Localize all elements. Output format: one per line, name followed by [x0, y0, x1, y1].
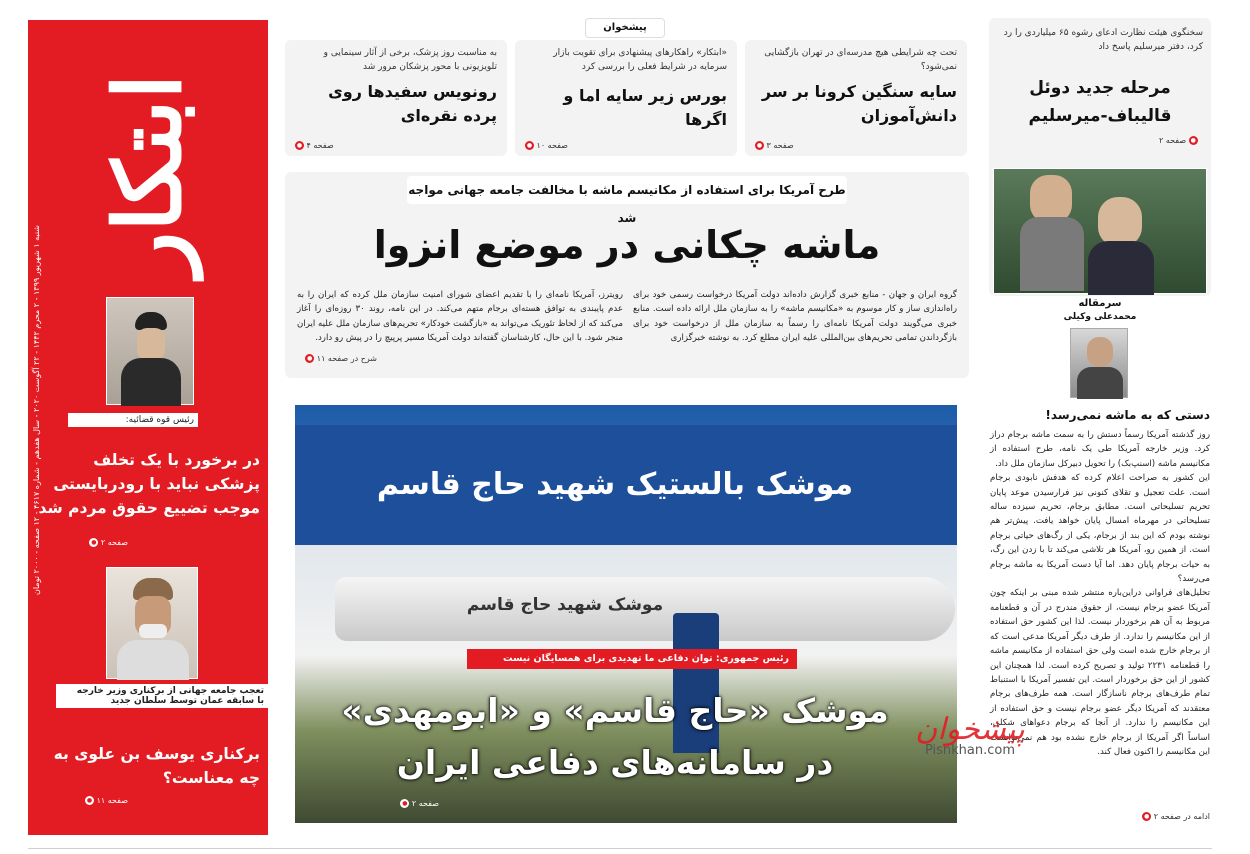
lead-col-right: گروه ایران و جهان - منابع خبری گزارش داده‌اند دولت آمریکا درخواست رسمی خود برای راه‌اندازی ساز و کار موسوم به «مکانیسم ماشه» را به سازمان ملل ارائه داده است. منابع خبری می‌گویند دولت آمریکا نامه‌ای را رسماً به سازمان ملل از درخواست خود برای بازگرداندن تمامی تحریم‌های بین‌المللی علیه ایران مطلع کرد. به نوشته خبرگزاری [633, 290, 957, 344]
watermark-fa: پیشخوان [915, 712, 1025, 747]
preview-item-1[interactable] [745, 40, 967, 156]
preview-headline: سایه سنگین کرونا بر سر دانش‌آموزان [761, 82, 957, 125]
page-dot-icon: ● [402, 800, 408, 807]
page-dot-icon: ● [86, 797, 93, 804]
lead-kicker: طرح آمریکا برای استفاده از مکانیسم ماشه با مخالفت جامعه جهانی مواجه شد [407, 176, 847, 204]
preview-page-ref: صفحه ۱۰ ● [526, 141, 568, 150]
preview-kicker: تحت چه شرایطی هیچ مدرسه‌ای در تهران بازگشایی نمی‌شود؟ [764, 48, 957, 72]
newspaper-logo [88, 45, 208, 305]
right-top-headline[interactable]: مرحله جدید دوئل قالیباف-میرسلیم [1028, 78, 1172, 126]
preview-page-ref: صفحه ۳ ● [756, 141, 794, 150]
page-dot-icon: ● [526, 142, 533, 149]
right-top-story [989, 18, 1211, 296]
photo-page-ref[interactable]: صفحه ۲ ● [402, 799, 439, 808]
preview-headline: رونویس سفیدها روی پرده نقره‌ای [328, 82, 497, 125]
qalibaf-mirsalim-photo [993, 168, 1207, 294]
page-dot-icon: ● [1144, 813, 1150, 820]
item1-headline[interactable]: در برخورد با یک تخلف پزشکی نباید با رودربایستی موجب تضییع حقوق مردم شد [38, 451, 260, 517]
logo-text: ابتکار [94, 73, 202, 277]
editorial-author: محمدعلی وکیلی [1063, 312, 1137, 322]
photo-headline-1[interactable]: موشک «حاج قاسم» و «ابومهدی» [341, 691, 889, 730]
judiciary-chief-photo [106, 297, 194, 405]
page-dot-icon: ● [307, 355, 313, 362]
dateline: شنبه ۱ شهریور ۱۳۹۹ - ۲ محرم ۱۴۴۲ - ۲۲ آگوست ۲۰۲۰ - سال هفدهم - شماره ۴۶۱۷ - ۱۲ صفحه - ۲۰۰۰ تومان [32, 225, 41, 596]
masthead-panel [4, 20, 268, 835]
preview-headline: بورس زیر سایه اما و اگرها [563, 86, 727, 129]
bottom-rule [28, 848, 1212, 849]
photo-headline-2[interactable]: در سامانه‌های دفاعی ایران [396, 743, 834, 782]
item2-page-ref[interactable]: صفحه ۱۱ ● [86, 796, 128, 805]
page-dot-icon: ● [91, 539, 97, 546]
item2-headline[interactable]: برکناری یوسف بن علوی به چه معناست؟ [53, 745, 260, 787]
editorial-body [990, 428, 1210, 759]
editorial-paragraph: روز گذشته آمریکا رسماً دستش را به سمت ماشه برجام دراز کرد. وزیر خارجه آمریکا طی یک نامه، طرح استفاده از مکانیسم ماشه (اسنپ‌بک) را تحویل دبیرکل سازمان ملل داد. [990, 430, 1210, 469]
page-dot-icon: ● [756, 142, 763, 149]
main-photo [295, 405, 957, 823]
right-top-kicker: سخنگوی هیئت نظارت ادعای رشوه ۶۵ میلیاردی را رد کرد، دفتر میرسلیم پاسخ داد [1003, 28, 1203, 52]
preview-kicker: «ابتکار» راهکارهای پیشنهادی برای تقویت بازار سرمایه در شرایط فعلی را بررسی کرد [553, 48, 727, 72]
item1-caption: رئیس قوه قضائیه: [68, 413, 198, 427]
page-dot-icon: ● [296, 142, 303, 149]
tagline: روزنامه صبح ایران [4, 25, 17, 110]
editorial-paragraph: این کشور به صراحت اعلام کرده که هدفش نابودی برجام است. علت تعجیل و تقلای کنونی نیز فرارسیدن موعد پایان تحریم تسلیحاتی است. مطابق برجام، تحریم سیزده ساله تسلیحاتی در مهرماه امسال پایان خواهد یافت. پیش‌تر هم نوشته بودم که این بند از برجام، یکی از رگ‌های حیاتی برجام است. از همین رو، آمریکا هر تلاشی می‌کند تا با زدن این رگ، به حیات برجام پایان دهد. اما آیا دست آمریکا به ماشه برجام می‌رسد؟ [990, 473, 1210, 585]
preview-page-ref: صفحه ۴ ● [296, 141, 334, 150]
lead-more-link[interactable]: شرح در صفحه ۱۱ ● [307, 354, 377, 363]
item2-caption-box [56, 684, 268, 708]
right-top-page-ref[interactable]: صفحه ۲ ● [1159, 136, 1196, 145]
missile-label: موشک شهید حاج قاسم [466, 595, 664, 615]
page-dot-icon: ● [1190, 137, 1196, 144]
author-photo [1070, 328, 1128, 398]
preview-kicker: به مناسبت روز پزشک، برخی از آثار سینمایی و تلویزیونی با محور پزشکان مرور شد [323, 48, 497, 72]
bin-alawi-photo [106, 567, 198, 679]
banner-text: موشک بالستیک شهید حاج قاسم [376, 467, 854, 502]
editorial-label: سرمقاله [1078, 298, 1122, 309]
editorial-paragraph: تحلیل‌های فراوانی دراین‌باره منتشر شده مبنی بر اینکه چون آمریکا عضو برجام نیست، از حقوق مندرج در آن و قطعنامه مربوط به آن هم برخوردار نیست. لذا این کشور حق استفاده از این مکانیسم را ندارد. از طرف دیگر آمریکا مدعی است که از برجام خارج شده است ولی حق استفاده از مکانیسم ماشه را قطعنامه ۲۲۳۱ تولید و تصریح کرده است. لذا همچنان این کشور از این حق برخوردار است. این تفسیر آمریکا با استنباط تمام طرف‌های برجام ناسازگار است. همه طرف‌های برجام معتقدند که آمریکا دیگر عضو برجام نیست و حق استفاده از این مکانیسم را ندارد. از آنجا که برجام دعواهای شکلی، اساساً اگر آمریکا از برجام خارج نشده بود هم نمی‌توانست این مکانیسم را اکنون فعال کند. [990, 588, 1210, 757]
lead-story [285, 172, 969, 378]
preview-label: پیشخوان [585, 18, 665, 38]
watermark [905, 712, 1035, 758]
item2-caption2: با سابقه عمان توسط سلطان جدید [110, 696, 264, 706]
lead-col-mid: رویترز، آمریکا نامه‌ای را با تقدیم اعضای شورای امنیت سازمان ملل کرده که ایران را به عدم پایبندی به توافق هسته‌ای برجام متهم می‌کند. در این نامه، روند ۳۰ روزه‌ای را آغاز می‌کند که از لحاظ تئوریک می‌تواند به «بازگشت خودکار» تحریم‌های سازمان ملل علیه ایران منجر شود. با این حال، کارشناسان گفته‌اند دولت آمریکا مسیر پرپیچ را در پیش رو دارد. [297, 290, 623, 344]
preview-item-2[interactable] [515, 40, 737, 156]
watermark-en: Pishkhan.com [924, 743, 1016, 758]
preview-item-3[interactable] [285, 40, 507, 156]
item2-caption1: تعجب جامعه جهانی از برکناری وزیر خارجه [76, 686, 264, 696]
editorial-more-link[interactable]: ادامه در صفحه ۲ ● [1144, 812, 1210, 821]
editorial-title[interactable]: دستی که به ماشه نمی‌رسد! [1045, 408, 1210, 422]
quote-strip: رئیس جمهوری: توان دفاعی ما تهدیدی برای همسایگان نیست [467, 649, 797, 669]
item1-page-ref[interactable]: صفحه ۲ ● [91, 538, 128, 547]
lead-headline[interactable]: ماشه چکانی در موضع انزوا [373, 223, 881, 267]
